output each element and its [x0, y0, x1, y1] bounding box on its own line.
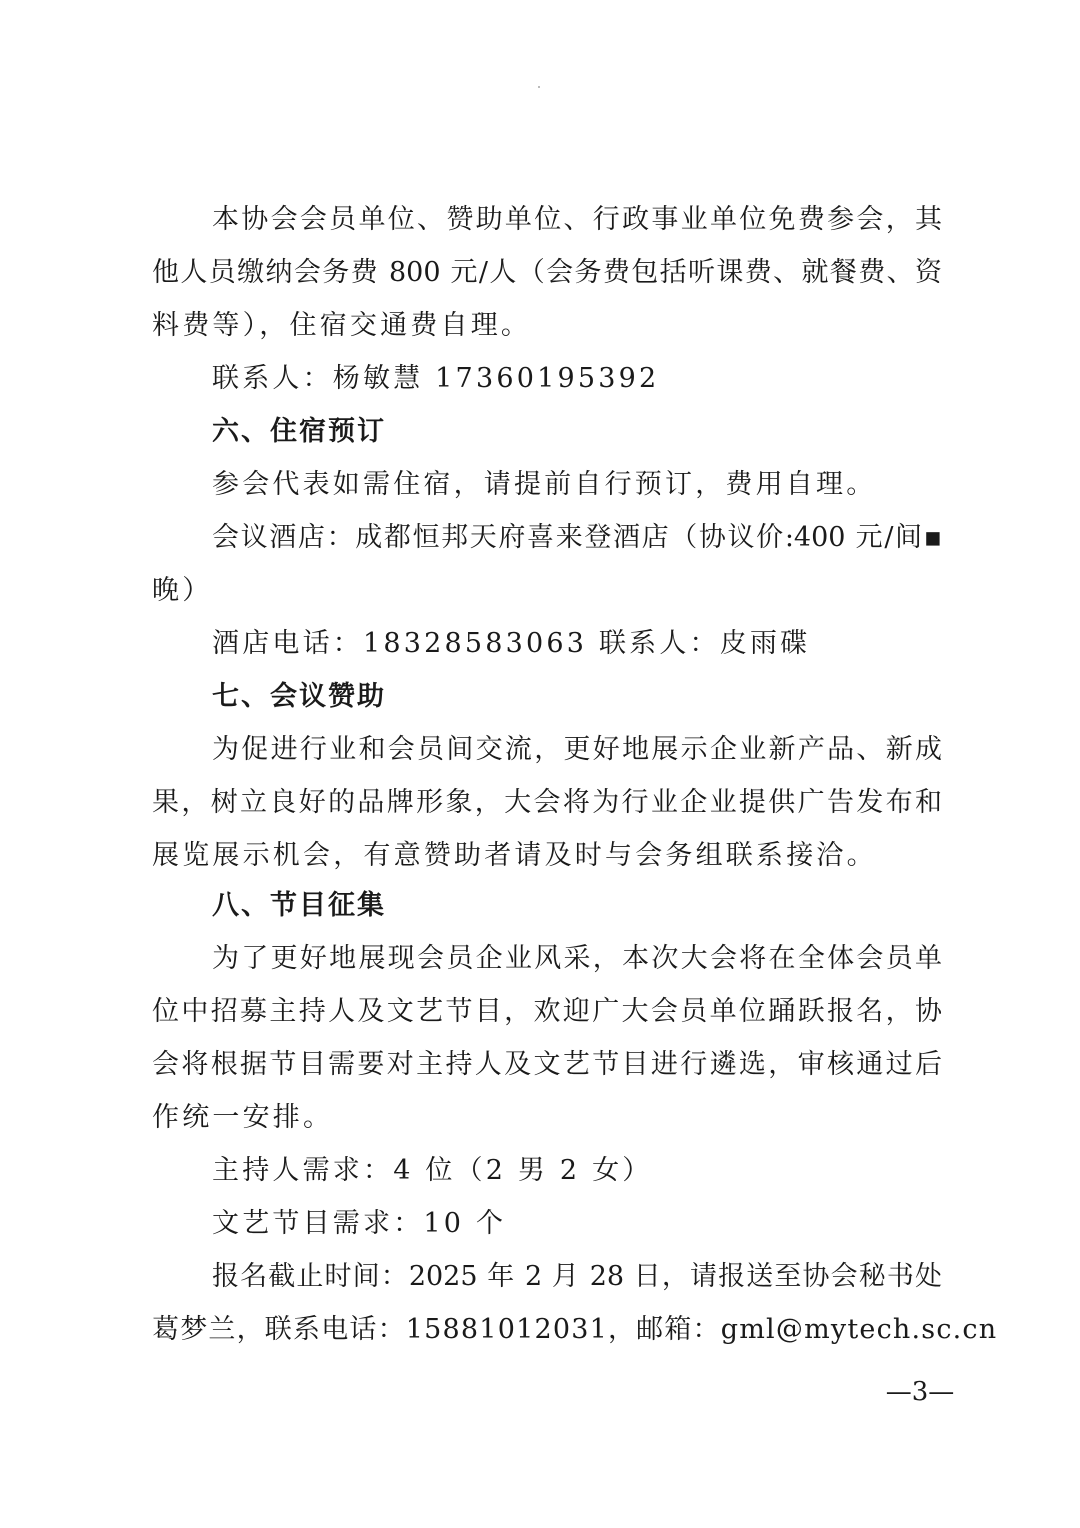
- hotel-line-continued: 晚）: [152, 575, 213, 606]
- hotel-phone-line: 酒店电话：18328583063 联系人：皮雨碟: [212, 628, 811, 659]
- fee-paragraph-line-2: 他人员缴纳会务费 800 元/人（会务费包括听课费、就餐费、资: [152, 257, 942, 288]
- section-heading-programs: 八、节目征集: [212, 890, 386, 921]
- section-heading-accommodation: 六、住宿预订: [212, 416, 386, 447]
- fee-paragraph-line-3: 料费等），住宿交通费自理。: [152, 310, 532, 341]
- programs-line-1: 为了更好地展现会员企业风采，本次大会将在全体会员单: [212, 943, 942, 974]
- scan-speck: [538, 86, 540, 88]
- hotel-line: 会议酒店：成都恒邦天府喜来登酒店（协议价:400 元/间▪: [212, 522, 942, 553]
- accommodation-line-1: 参会代表如需住宿，请提前自行预订，费用自理。: [212, 469, 877, 500]
- submission-contact-line: 葛梦兰，联系电话：15881012031，邮箱：gml@mytech.sc.cn: [152, 1314, 998, 1345]
- host-requirement-line: 主持人需求：4 位（2 男 2 女）: [212, 1155, 653, 1186]
- page-number: —3—: [885, 1377, 955, 1407]
- deadline-line: 报名截止时间：2025 年 2 月 28 日，请报送至协会秘书处: [212, 1261, 942, 1292]
- sponsorship-line-1: 为促进行业和会员间交流，更好地展示企业新产品、新成: [212, 734, 942, 765]
- fee-paragraph-line-1: 本协会会员单位、赞助单位、行政事业单位免费参会，其: [212, 204, 942, 235]
- programs-line-4: 作统一安排。: [152, 1102, 334, 1133]
- programs-line-3: 会将根据节目需要对主持人及文艺节目进行遴选，审核通过后: [152, 1049, 942, 1080]
- section-heading-sponsorship: 七、会议赞助: [212, 681, 386, 712]
- fee-contact-line: 联系人：杨敏慧 17360195392: [212, 363, 660, 394]
- sponsorship-line-2: 果，树立良好的品牌形象，大会将为行业企业提供广告发布和: [152, 787, 942, 818]
- sponsorship-line-3: 展览展示机会，有意赞助者请及时与会务组联系接洽。: [152, 840, 877, 871]
- programs-line-2: 位中招募主持人及文艺节目，欢迎广大会员单位踊跃报名，协: [152, 996, 942, 1027]
- performance-requirement-line: 文艺节目需求：10 个: [212, 1208, 507, 1239]
